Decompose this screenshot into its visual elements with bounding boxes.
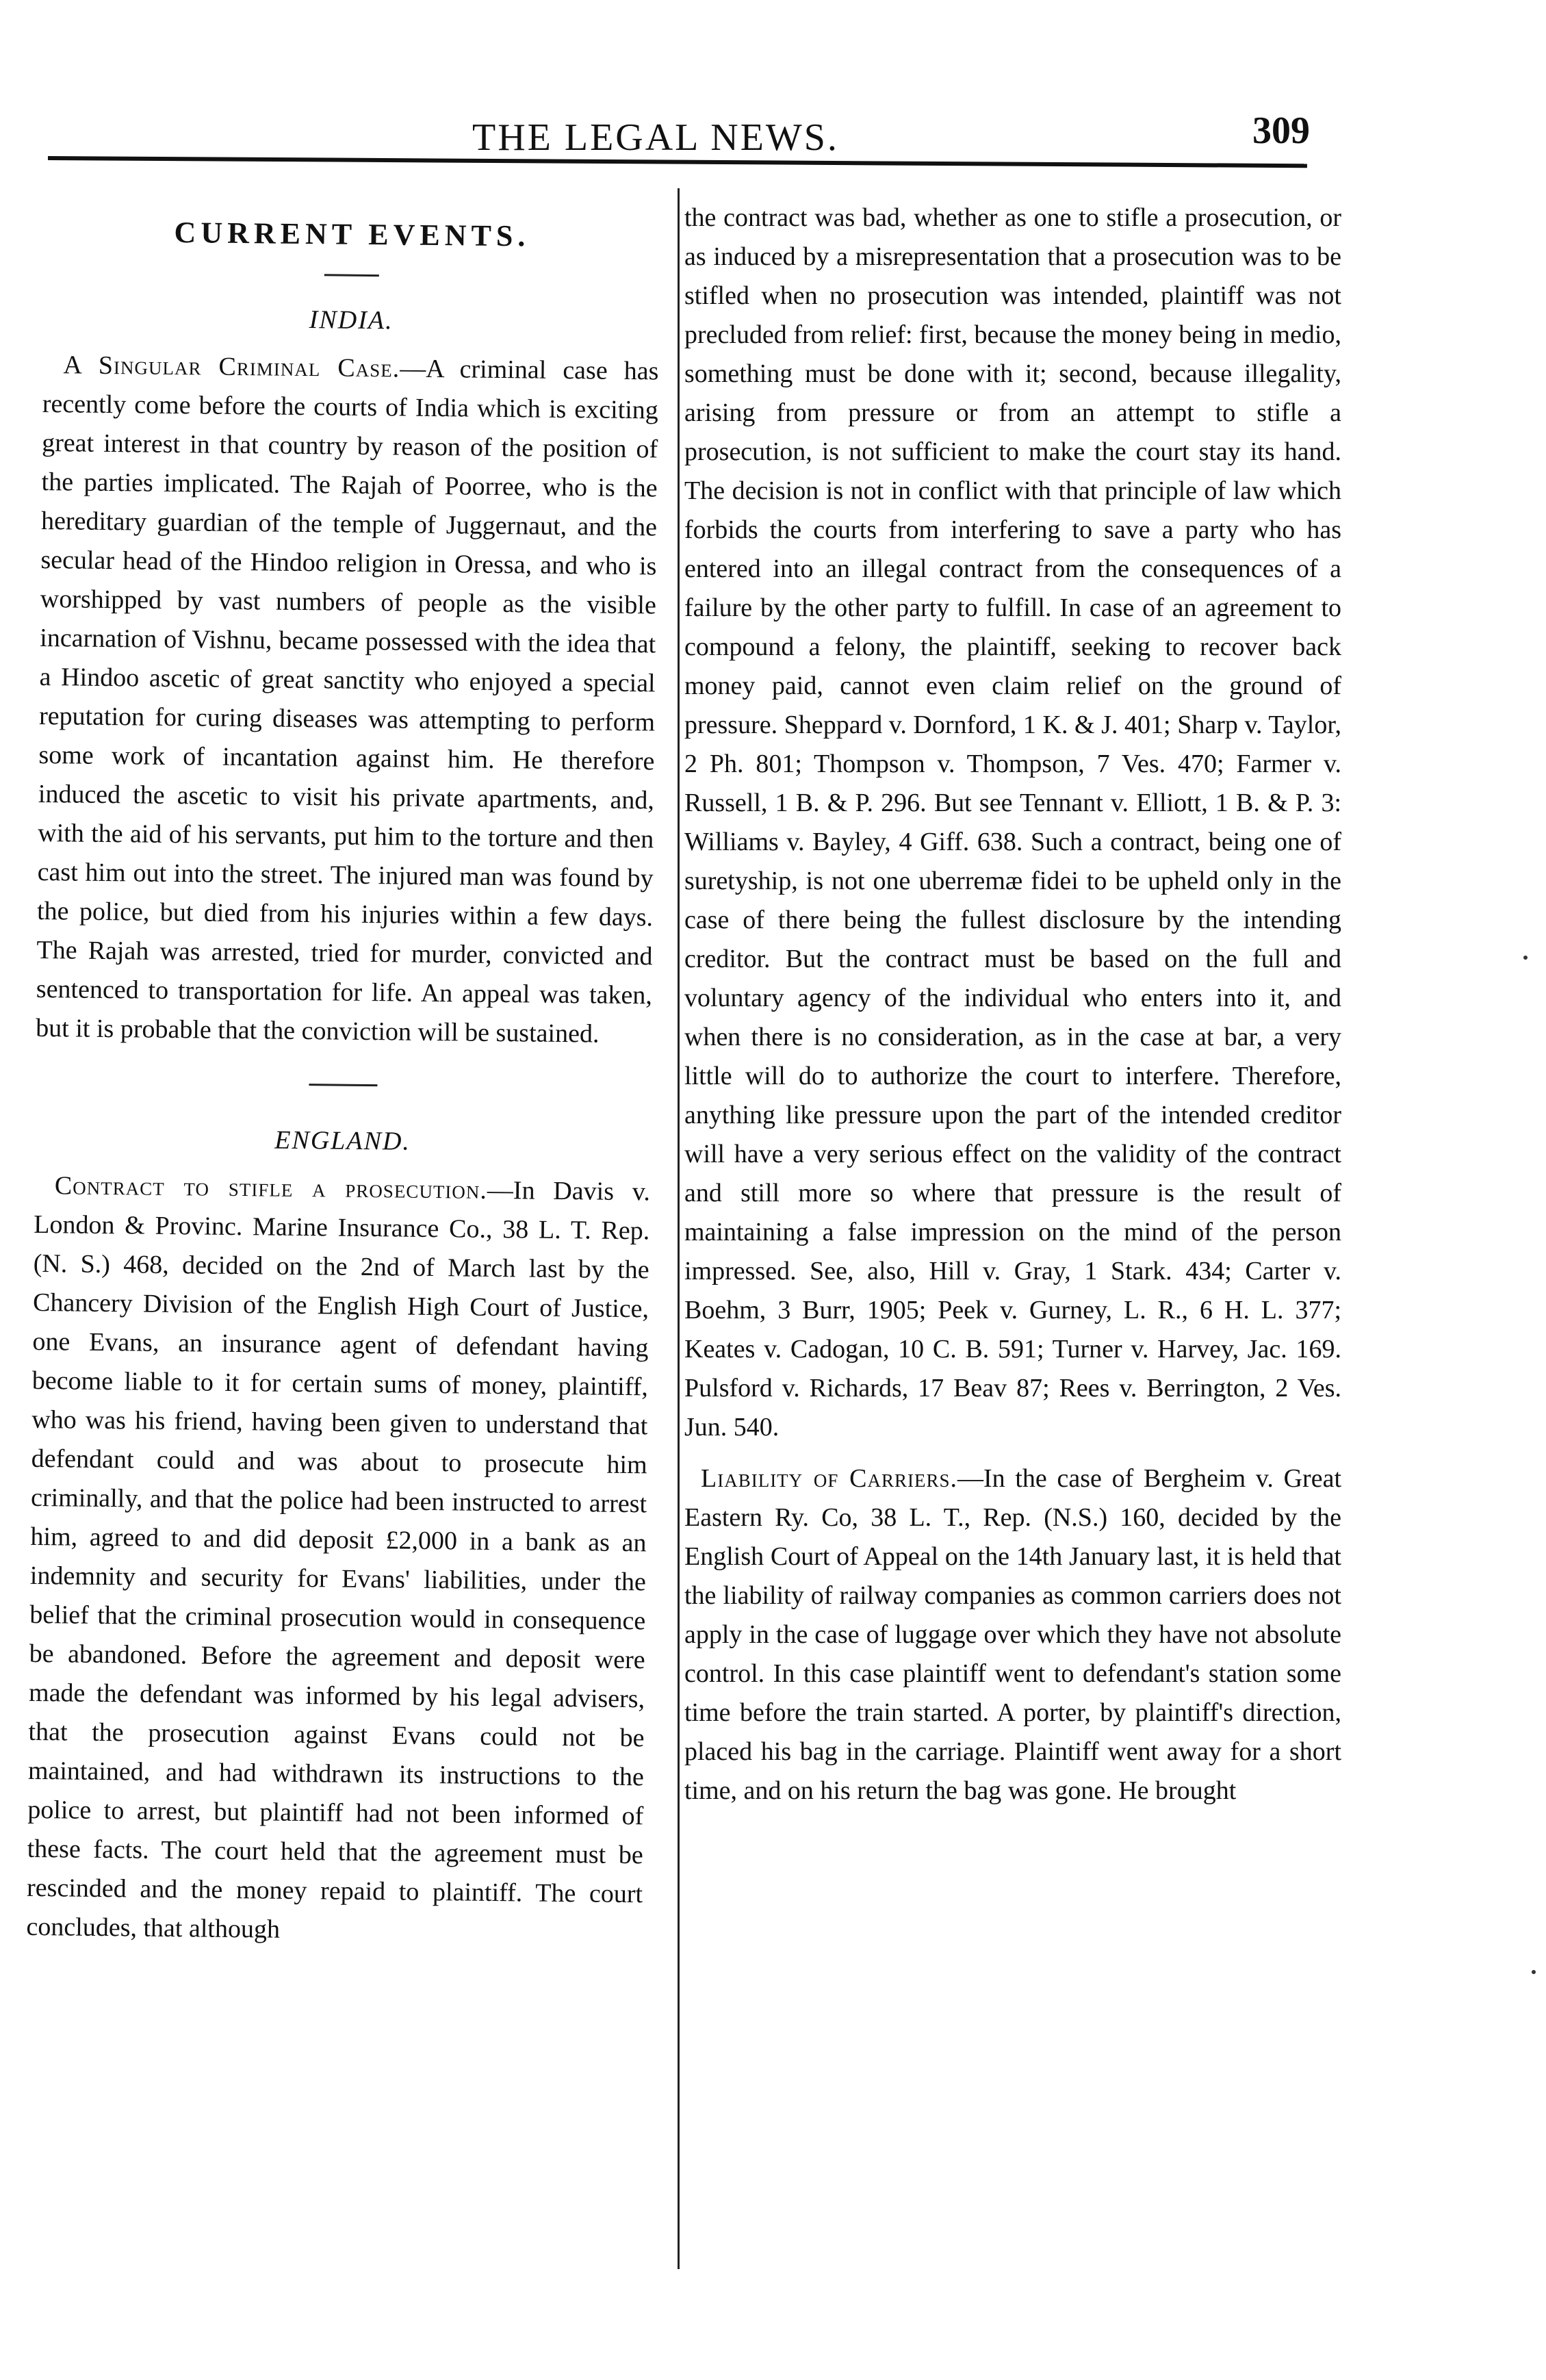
article-india	[36, 346, 659, 1054]
article-england-continuation: the contract was bad, whether as one to stifle a prosecution, or as induced by a misrepresentation that a prosecution was to be stifled when no prosecution was intended, plaintiff was not precluded from relief: first, because the money being in medio, something must be done with it; second, because illegality, arising from pressure or from an attempt to stifle a prosecution, is not sufficient to make the court stay its hand. The decision is not in conflict with that principle of law which forbids the courts from interfering to save a party who has entered into an illegal contract from the consequences of a failure by the other party to fulfill. In case of an agreement to compound a felony, the plaintiff, seeking to recover back money paid, cannot even claim relief on the ground of pressure. Sheppard v. Dornford, 1 K. & J. 401; Sharp v. Taylor, 2 Ph. 801; Thompson v. Thompson, 7 Ves. 470; Farmer v. Russell, 1 B. & P. 296. But see Tennant v. Elliott, 1 B. & P. 3: Williams v. Bayley, 4 Giff. 638. Such a contract, being one of suretyship, is not one uberremæ fidei to be upheld only in the case of there being the fullest disclosure by the intending creditor. But the contract must be based on the full and voluntary agency of the individual who enters into it, and when there is no consideration, as in the case at bar, a very little will do to authorize the court to interfere. Therefore, anything like pressure upon the part of the intended creditor will have a very serious effect on the validity of the contract and still more so where that pressure is the result of maintaining a false impression on the mind of the person impressed. See, also, Hill v. Gray, 1 Stark. 434; Carter v. Boehm, 3 Burr, 1905; Peek v. Gurney, L. R., 6 H. L. 377; Keates v. Cadogan, 10 C. B. 591; Turner v. Harvey, Jac. 169. Pulsford v. Richards, 17 Beav 87; Rees v. Berrington, 2 Ves. Jun. 540.	[684, 203, 1341, 1442]
article-carriers	[684, 1459, 1341, 1810]
margin-mark	[1532, 1970, 1536, 1974]
article-carriers-body: —In the case of Bergheim v. Great Eastern Ry. Co, 38 L. T., Rep. (N.S.) 160, decided by the English Court of Appeal on the 14th January last, it is held that the liability of railway companies as common carriers does not apply in the case of luggage over which they have not absolute control. In this case plaintiff went to defendant's station some time before the train started. A porter, by plaintiff's direction, placed his bag in the carriage. Plaintiff went away for a short time, and on his return the bag was gone. He brought	[684, 1464, 1341, 1805]
left-column	[26, 199, 660, 1965]
article-carriers-lead: Liability of Carriers.	[701, 1464, 957, 1493]
running-title: THE LEGAL NEWS.	[472, 116, 839, 159]
article-india-lead: A Singular Criminal Case.	[63, 350, 400, 383]
subhead-india: INDIA.	[309, 305, 394, 335]
article-england-body: —In Davis v. London & Provinc. Marine Insurance Co., 38 L. T. Rep. (N. S.) 468, decided on the 2nd of March last by the Chancery Division of the English High Court of Justice, one Evans, an insurance agent of defendant having become liable to it for certain sums of money, plaintiff, who was his friend, having been given to understand that defendant could and was about to prosecute him criminally, and that the police had been instructed to arrest him, agreed to and did deposit £2,000 in a bank as an indemnity and security for Evans' liabilities, under the belief that the criminal prosecution would in consequence be abandoned. Before the agreement and deposit were made the defendant was informed by his legal advisers, that the prosecution against Evans could not be maintained, and had withdrawn its instructions to the police to arrest, but plaintiff had not been informed of these facts. The court held that the agreement must be rescinded and the money repaid to plaintiff. The court concludes, that although	[26, 1175, 651, 1944]
subhead-england: ENGLAND.	[274, 1125, 411, 1156]
article-india-body: —A criminal case has recently come before the courts of India which is exciting great interest in that country by reason of the position of the parties implicated. The Rajah of Poorree, who is the hereditary guardian of the temple of Juggernaut, and the secular head of the Hindoo religion in Oressa, and who is worshipped by vast numbers of people as the visible incarnation of Vishnu, became possessed with the idea that a Hindoo ascetic of great sanctity who enjoyed a special reputation for curing diseases was attempting to perform some work of incantation against him. He therefore induced the ascetic to visit his private apartments, and, with the aid of his servants, put him to the torture and then cast him out into the street. The injured man was found by the police, but died from his injuries within a few days. The Rajah was arrested, tried for murder, convicted and sentenced to transportation for life. An appeal was taken, but it is probable that the conviction will be sustained.	[36, 354, 659, 1049]
section-title: CURRENT EVENTS.	[174, 215, 530, 253]
page-number: 309	[1252, 110, 1310, 152]
article-england-lead: Contract to stifle a prosecution.	[54, 1171, 488, 1205]
column-divider	[678, 188, 680, 2269]
section-rule	[324, 274, 379, 277]
margin-mark	[1523, 956, 1528, 960]
article-rule	[309, 1084, 377, 1086]
right-column	[684, 199, 1341, 1823]
article-england	[26, 1166, 650, 1953]
